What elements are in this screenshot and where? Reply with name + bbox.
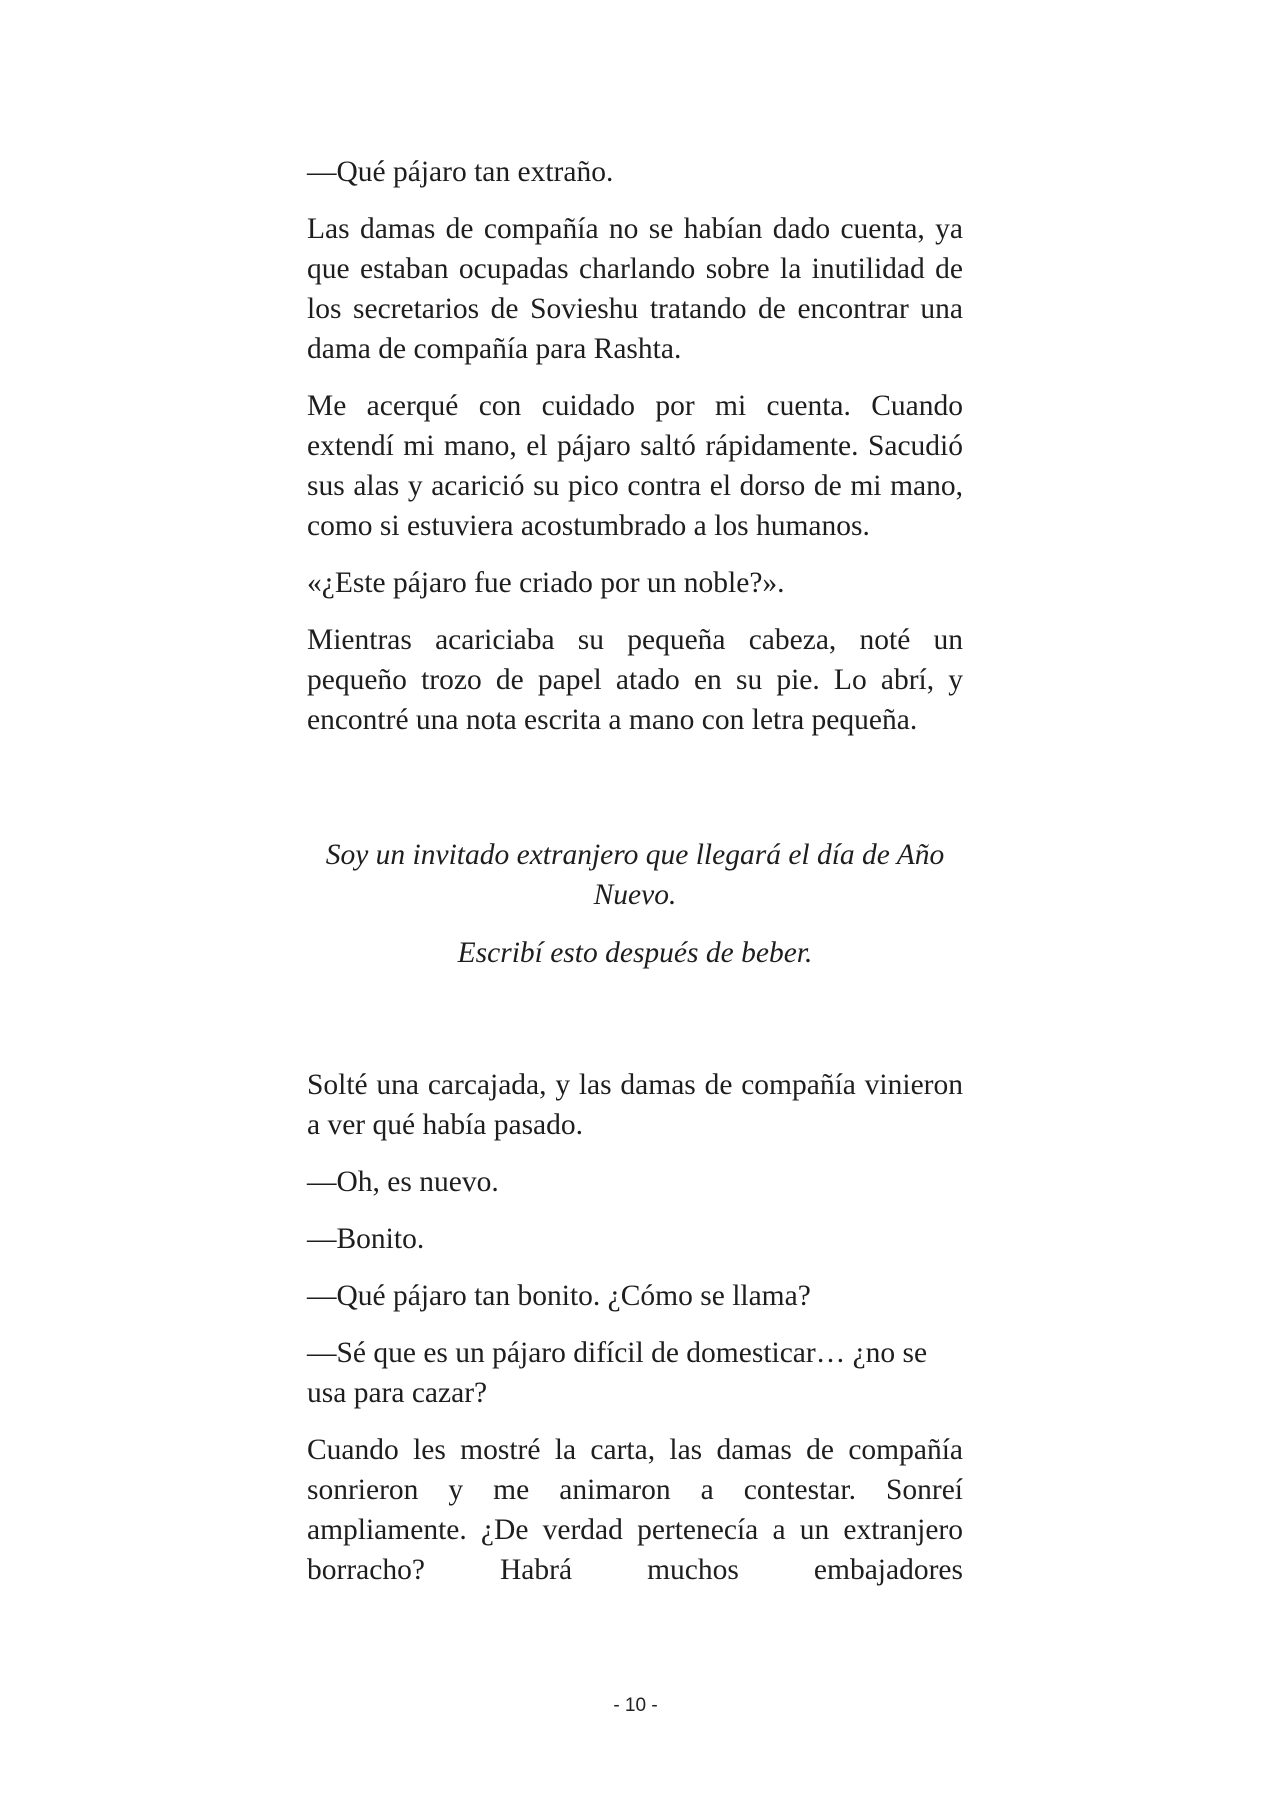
- thought-line: «¿Este pájaro fue criado por un noble?».: [307, 567, 785, 599]
- paragraph: Cuando les mostré la carta, las damas de compañía sonrieron y me animaron a contestar. Sonreí ampliamente. ¿De verdad pertenecía a un extranjero borracho? Habrá muchos embajadores: [307, 1434, 963, 1586]
- dialogue-line: —Bonito.: [307, 1223, 425, 1255]
- dialogue-line: —Oh, es nuevo.: [307, 1166, 499, 1198]
- dialogue-line: —Qué pájaro tan extraño.: [307, 156, 614, 188]
- paragraph: Las damas de compañía no se habían dado cuenta, ya que estaban ocupadas charlando sobre la inutilidad de los secretarios de Sovieshu tratando de encontrar una dama de compañía para Rashta.: [307, 213, 963, 365]
- page-body: [307, 152, 963, 1607]
- handwritten-note: [307, 835, 963, 973]
- page-number: - 10 -: [613, 1695, 658, 1716]
- dialogue-line: —Qué pájaro tan bonito. ¿Cómo se llama?: [307, 1280, 811, 1312]
- dialogue-line: —Sé que es un pájaro difícil de domesticar… ¿no se usa para cazar?: [307, 1337, 928, 1409]
- paragraph: Mientras acariciaba su pequeña cabeza, noté un pequeño trozo de papel atado en su pie. Lo abrí, y encontré una nota escrita a mano con letra pequeña.: [307, 624, 963, 736]
- note-line: Escribí esto después de beber.: [457, 937, 813, 969]
- note-line: Soy un invitado extranjero que llegará el día de Año Nuevo.: [325, 839, 945, 911]
- paragraph: Solté una carcajada, y las damas de compañía vinieron a ver qué había pasado.: [307, 1069, 963, 1141]
- paragraph: Me acerqué con cuidado por mi cuenta. Cuando extendí mi mano, el pájaro saltó rápidamente. Sacudió sus alas y acarició su pico contra el dorso de mi mano, como si estuviera acostumbrado a los humanos.: [307, 390, 963, 542]
